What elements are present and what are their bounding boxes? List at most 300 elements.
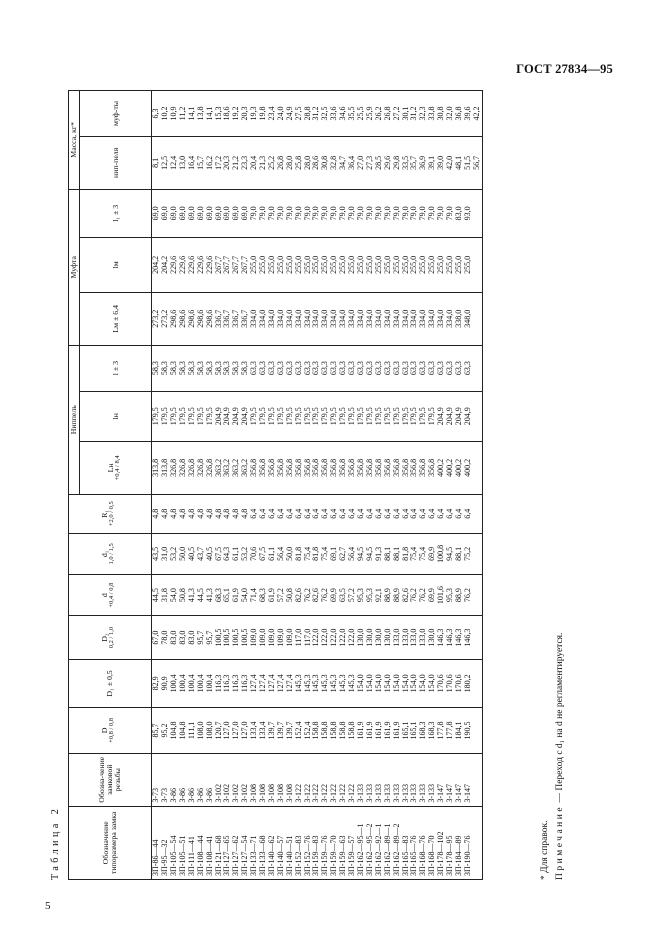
- table-cell: З-86: [188, 753, 197, 806]
- table-cell: 356,8: [419, 441, 428, 494]
- table-cell: 273,2: [161, 292, 170, 345]
- table-cell: 88,1: [393, 533, 402, 574]
- table-cell: 298,6: [188, 292, 197, 345]
- table-cell: 356,8: [410, 441, 419, 494]
- table-cell: 50,0: [286, 533, 295, 574]
- table-label: Таблица 2: [50, 805, 61, 880]
- table-cell: 334,0: [357, 292, 366, 345]
- table-cell: З-122: [348, 753, 357, 806]
- table-cell: 400,2: [455, 441, 464, 494]
- table-cell: 133,0: [419, 616, 428, 660]
- table-cell: 16,4: [188, 136, 197, 189]
- table-cell: 57,2: [277, 575, 286, 616]
- table-cell: 158,8: [339, 708, 348, 754]
- table-cell: 32,5: [321, 91, 330, 137]
- table-cell: 108,0: [206, 708, 215, 754]
- table-cell: 255,0: [428, 237, 437, 292]
- table-cell: 51,5: [464, 136, 473, 189]
- table-cell: 39,6: [464, 91, 473, 137]
- table-cell: 50,0: [179, 533, 188, 574]
- table-cell: [473, 441, 482, 494]
- table-cell: 79,0: [295, 189, 304, 237]
- table-cell: 179,5: [197, 391, 206, 441]
- table-cell: 133,0: [393, 616, 402, 660]
- table-cell: 127,0: [232, 708, 241, 754]
- table-cell: 363,2: [241, 441, 250, 494]
- table-cell: 363,2: [215, 441, 224, 494]
- table-cell: 27,2: [393, 91, 402, 137]
- table-cell: 70,6: [250, 533, 259, 574]
- table-cell: ЗП-162—89—2: [393, 806, 402, 879]
- table-cell: 179,5: [410, 391, 419, 441]
- table-cell: ЗП-178—95: [446, 806, 455, 879]
- table-cell: 348,0: [464, 292, 473, 345]
- table-cell: 13,0: [179, 136, 188, 189]
- table-cell: 29,6: [384, 136, 393, 189]
- table-cell: 61,9: [268, 575, 277, 616]
- table-cell: 179,5: [393, 391, 402, 441]
- table-cell: ЗП-159—83: [312, 806, 321, 879]
- table-cell: 67,0: [152, 616, 161, 660]
- table-cell: 6,4: [446, 494, 455, 533]
- col-header-thread: Обозна-чение замковой резьбы: [69, 753, 152, 806]
- table-cell: 79,0: [339, 189, 348, 237]
- table-cell: 267,7: [223, 237, 232, 292]
- table-cell: 69,0: [241, 189, 250, 237]
- table-cell: 28,0: [304, 136, 313, 189]
- table-cell: 88,9: [455, 575, 464, 616]
- table-cell: 94,5: [366, 533, 375, 574]
- table-cell: 79,0: [375, 189, 384, 237]
- table-cell: 4,8: [161, 494, 170, 533]
- table-cell: 26,8: [277, 136, 286, 189]
- table-cell: 4,8: [170, 494, 179, 533]
- table-cell: 26,8: [384, 91, 393, 137]
- table-cell: 334,0: [277, 292, 286, 345]
- page-number: 5: [45, 900, 51, 912]
- table-cell: 158,8: [348, 708, 357, 754]
- table-cell: 255,0: [455, 237, 464, 292]
- table-cell: 145,3: [348, 659, 357, 707]
- table-cell: 179,5: [375, 391, 384, 441]
- table-cell: 63,3: [312, 345, 321, 391]
- table-cell: 83,0: [170, 616, 179, 660]
- table-cell: 145,3: [304, 659, 313, 707]
- table-cell: 79,0: [330, 189, 339, 237]
- table-cell: 179,5: [402, 391, 411, 441]
- table-cell: 36,8: [455, 91, 464, 137]
- table-cell: 63,3: [250, 345, 259, 391]
- table-cell: 255,0: [410, 237, 419, 292]
- table-cell: 79,0: [268, 189, 277, 237]
- table-cell: 179,5: [286, 391, 295, 441]
- table-cell: 122,0: [312, 616, 321, 660]
- table-cell: 4,8: [188, 494, 197, 533]
- table-cell: 6,3: [152, 91, 161, 137]
- col-header-d1: d₁ $^{1,0 / 1,5}$: [69, 533, 152, 574]
- table-cell: 255,0: [330, 237, 339, 292]
- col-header-D: D $^{+0,8 / 0,8}$: [69, 708, 152, 754]
- table-cell: 75,2: [464, 533, 473, 574]
- document-header: ГОСТ 27834—95: [516, 62, 613, 76]
- table-cell: 255,0: [446, 237, 455, 292]
- table-cell: 6,4: [357, 494, 366, 533]
- table-cell: 158,8: [321, 708, 330, 754]
- table-cell: ЗП-162—95—1: [357, 806, 366, 879]
- table-cell: 179,5: [330, 391, 339, 441]
- table-cell: 95,3: [366, 575, 375, 616]
- table-cell: 69,0: [197, 189, 206, 237]
- table-cell: 100,5: [232, 616, 241, 660]
- table-cell: З-102: [232, 753, 241, 806]
- table-cell: 6,4: [277, 494, 286, 533]
- table-cell: 79,0: [402, 189, 411, 237]
- table-cell: 69,0: [161, 189, 170, 237]
- table-cell: З-133: [410, 753, 419, 806]
- table-cell: 168,3: [419, 708, 428, 754]
- table-cell: 33,8: [428, 91, 437, 137]
- table-cell: 326,8: [188, 441, 197, 494]
- table-cell: З-122: [295, 753, 304, 806]
- table-cell: 27,3: [366, 136, 375, 189]
- group-header-coupling: Муфта: [69, 189, 80, 345]
- table-cell: 117,0: [295, 616, 304, 660]
- table-cell: З-108: [268, 753, 277, 806]
- table-cell: 267,7: [232, 237, 241, 292]
- table-cell: 356,8: [366, 441, 375, 494]
- table-cell: 6,4: [410, 494, 419, 533]
- table-cell: 6,4: [393, 494, 402, 533]
- table-cell: 83,0: [188, 616, 197, 660]
- table-cell: 204,2: [152, 237, 161, 292]
- table-cell: 334,0: [366, 292, 375, 345]
- table-cell: [473, 391, 482, 441]
- table-cell: 139,7: [277, 708, 286, 754]
- table-cell: 204,9: [446, 391, 455, 441]
- table-cell: 152,4: [295, 708, 304, 754]
- table-cell: 30,8: [437, 91, 446, 137]
- table-cell: 179,5: [304, 391, 313, 441]
- table-cell: [473, 806, 482, 879]
- table-cell: ЗП-159—76: [321, 806, 330, 879]
- table-cell: 94,5: [357, 533, 366, 574]
- table-cell: З-122: [312, 753, 321, 806]
- table-cell: 35,5: [348, 91, 357, 137]
- table-cell: З-86: [206, 753, 215, 806]
- table-cell: 63,3: [402, 345, 411, 391]
- table-cell: 255,0: [464, 237, 473, 292]
- table-cell: ЗП-105—54: [170, 806, 179, 879]
- table-cell: 179,5: [188, 391, 197, 441]
- table-cell: 48,1: [455, 136, 464, 189]
- table-cell: 14,1: [206, 91, 215, 137]
- table-cell: 204,9: [223, 391, 232, 441]
- table-cell: 255,0: [304, 237, 313, 292]
- table-cell: 58,3: [206, 345, 215, 391]
- table-cell: 204,9: [241, 391, 250, 441]
- table-cell: 28,8: [304, 91, 313, 137]
- table-cell: 6,4: [402, 494, 411, 533]
- table-cell: 25,9: [366, 91, 375, 137]
- remark-label: Примечание: [555, 804, 565, 880]
- table-cell: З-133: [402, 753, 411, 806]
- table-cell: 61,1: [268, 533, 277, 574]
- table-cell: 127,4: [259, 659, 268, 707]
- table-cell: З-102: [223, 753, 232, 806]
- table-cell: З-102: [241, 753, 250, 806]
- table-cell: ЗП-111—41: [188, 806, 197, 879]
- table-cell: 170,6: [446, 659, 455, 707]
- table-cell: 79,0: [312, 189, 321, 237]
- col-header-coupling-mass: муф-ты: [80, 91, 152, 137]
- table-cell: 58,3: [232, 345, 241, 391]
- table-cell: 23,4: [268, 91, 277, 137]
- table-cell: 63,3: [304, 345, 313, 391]
- table-cell: 63,3: [339, 345, 348, 391]
- table-cell: 190,5: [464, 708, 473, 754]
- table-cell: 356,8: [384, 441, 393, 494]
- table-cell: 64,3: [223, 533, 232, 574]
- table-cell: 334,0: [419, 292, 428, 345]
- table-cell: 255,0: [268, 237, 277, 292]
- table-cell: 71,4: [250, 575, 259, 616]
- table-cell: ЗП-121—68: [215, 806, 224, 879]
- table-cell: 255,0: [286, 237, 295, 292]
- table-cell: 6,4: [321, 494, 330, 533]
- table-cell: 69,9: [428, 533, 437, 574]
- table-cell: ЗП-140—51: [286, 806, 295, 879]
- table-cell: 79,0: [366, 189, 375, 237]
- table-cell: ЗП-133—68: [259, 806, 268, 879]
- table-cell: 33,5: [402, 136, 411, 189]
- table-cell: 6,4: [437, 494, 446, 533]
- table-cell: 334,0: [384, 292, 393, 345]
- table-cell: 356,8: [304, 441, 313, 494]
- table-cell: 43,7: [197, 533, 206, 574]
- table-cell: 326,8: [206, 441, 215, 494]
- table-cell: 100,5: [215, 616, 224, 660]
- table-cell: 179,5: [179, 391, 188, 441]
- table-cell: 177,8: [437, 708, 446, 754]
- table-cell: 111,1: [188, 708, 197, 754]
- table-cell: 122,0: [330, 616, 339, 660]
- table-cell: 4,8: [215, 494, 224, 533]
- table-cell: 117,0: [304, 616, 313, 660]
- table-cell: 273,2: [152, 292, 161, 345]
- table-cell: 168,3: [428, 708, 437, 754]
- table-cell: 6,4: [259, 494, 268, 533]
- table-cell: 127,0: [241, 708, 250, 754]
- table-cell: 58,3: [179, 345, 188, 391]
- table-cell: 63,3: [419, 345, 428, 391]
- table-cell: 69,0: [152, 189, 161, 237]
- table-cell: 313,8: [161, 441, 170, 494]
- table-cell: 130,0: [357, 616, 366, 660]
- table-cell: 31,2: [312, 91, 321, 137]
- table-cell: 184,1: [455, 708, 464, 754]
- table-cell: 6,4: [304, 494, 313, 533]
- table-cell: 298,6: [197, 292, 206, 345]
- table-cell: 154,0: [366, 659, 375, 707]
- table-cell: 28,5: [375, 136, 384, 189]
- table-cell: 78,0: [161, 616, 170, 660]
- table-cell: 334,0: [330, 292, 339, 345]
- table-cell: 326,8: [197, 441, 206, 494]
- table-cell: 204,9: [215, 391, 224, 441]
- notes: [538, 633, 568, 880]
- table-cell: 95,2: [161, 708, 170, 754]
- table-cell: ЗП-184—89: [455, 806, 464, 879]
- table-cell: 336,7: [223, 292, 232, 345]
- table-cell: 63,3: [384, 345, 393, 391]
- table-cell: 75,4: [410, 533, 419, 574]
- table-cell: З-147: [446, 753, 455, 806]
- table-cell: 255,0: [312, 237, 321, 292]
- table-cell: 313,8: [152, 441, 161, 494]
- table-cell: 122,0: [348, 616, 357, 660]
- table-cell: 146,3: [464, 616, 473, 660]
- table-cell: 69,0: [179, 189, 188, 237]
- table-cell: ЗП-152—83: [295, 806, 304, 879]
- table-cell: 58,3: [215, 345, 224, 391]
- footnote: * Для справок.: [540, 820, 550, 880]
- table-body: [152, 91, 483, 880]
- col-header-ln: lн: [80, 391, 152, 441]
- table-cell: 334,0: [393, 292, 402, 345]
- table-cell: З-147: [455, 753, 464, 806]
- table-cell: 356,8: [357, 441, 366, 494]
- table-cell: 58,3: [197, 345, 206, 391]
- table-cell: 356,8: [348, 441, 357, 494]
- table-cell: 20,4: [250, 136, 259, 189]
- table-cell: 336,7: [241, 292, 250, 345]
- table-cell: 20,3: [223, 136, 232, 189]
- table-cell: 95,3: [357, 575, 366, 616]
- table-cell: 179,5: [339, 391, 348, 441]
- table-cell: 179,5: [366, 391, 375, 441]
- table-cell: 58,3: [152, 345, 161, 391]
- table-cell: 12,5: [161, 136, 170, 189]
- table-cell: 35,7: [410, 136, 419, 189]
- table-cell: 76,2: [410, 575, 419, 616]
- table-cell: 79,0: [286, 189, 295, 237]
- table-cell: [473, 189, 482, 237]
- table-cell: 334,0: [446, 292, 455, 345]
- table-cell: 109,0: [277, 616, 286, 660]
- table-cell: 69,0: [223, 189, 232, 237]
- table-cell: 93,0: [464, 189, 473, 237]
- table-cell: 65,1: [223, 575, 232, 616]
- table-cell: 63,3: [437, 345, 446, 391]
- table-cell: [473, 659, 482, 707]
- table-cell: 255,0: [259, 237, 268, 292]
- table-cell: 130,0: [375, 616, 384, 660]
- table-cell: 4,8: [232, 494, 241, 533]
- table-cell: 145,3: [339, 659, 348, 707]
- table-cell: 356,8: [393, 441, 402, 494]
- table-cell: [473, 575, 482, 616]
- table-cell: 179,5: [419, 391, 428, 441]
- table-cell: 20,3: [241, 91, 250, 137]
- table-cell: 298,6: [170, 292, 179, 345]
- table-cell: 11,2: [179, 91, 188, 137]
- table-cell: ЗП-162—95—2: [366, 806, 375, 879]
- table-cell: 58,3: [223, 345, 232, 391]
- table-cell: 63,3: [321, 345, 330, 391]
- table-cell: 356,8: [268, 441, 277, 494]
- table-cell: 30,8: [321, 136, 330, 189]
- table-cell: 63,3: [286, 345, 295, 391]
- table-cell: 19,8: [259, 91, 268, 137]
- table-cell: 334,0: [375, 292, 384, 345]
- table-cell: 255,0: [357, 237, 366, 292]
- table-cell: 179,5: [152, 391, 161, 441]
- table-cell: 334,0: [410, 292, 419, 345]
- table-cell: 63,3: [357, 345, 366, 391]
- table-cell: 356,8: [250, 441, 259, 494]
- table-cell: 81,8: [312, 533, 321, 574]
- table-cell: 161,9: [357, 708, 366, 754]
- table-cell: ЗП-159—57: [348, 806, 357, 879]
- table-cell: 161,9: [375, 708, 384, 754]
- table-cell: 31,0: [161, 533, 170, 574]
- table-cell: 336,7: [215, 292, 224, 345]
- table-cell: 255,0: [366, 237, 375, 292]
- table-cell: 63,3: [428, 345, 437, 391]
- table-cell: 12,4: [170, 136, 179, 189]
- table-cell: 6,4: [339, 494, 348, 533]
- table-cell: 32,8: [330, 136, 339, 189]
- group-header-nipple: Ниппель: [69, 345, 80, 494]
- table-cell: 133,0: [410, 616, 419, 660]
- table-cell: 100,4: [206, 659, 215, 707]
- col-header-D1: D₁ ± 0,5: [69, 659, 152, 707]
- table-cell: 179,5: [428, 391, 437, 441]
- table-cell: З-86: [197, 753, 206, 806]
- table-cell: 8,1: [152, 136, 161, 189]
- table-cell: 28,0: [286, 136, 295, 189]
- table-cell: 255,0: [277, 237, 286, 292]
- table-cell: 356,8: [277, 441, 286, 494]
- table-cell: 42,0: [446, 136, 455, 189]
- table-cell: 90,9: [161, 659, 170, 707]
- table-cell: 88,9: [384, 575, 393, 616]
- table-cell: ЗП-165—83: [402, 806, 411, 879]
- rotated-table-block: [44, 90, 568, 880]
- table-cell: 127,4: [268, 659, 277, 707]
- table-cell: 101,6: [437, 575, 446, 616]
- table-cell: 158,8: [330, 708, 339, 754]
- table-cell: 356,8: [312, 441, 321, 494]
- table-cell: 6,4: [428, 494, 437, 533]
- table-cell: [473, 237, 482, 292]
- table-cell: 33,6: [330, 91, 339, 137]
- table-cell: 204,9: [437, 391, 446, 441]
- table-cell: 356,8: [321, 441, 330, 494]
- table-cell: ЗП-159—70: [330, 806, 339, 879]
- table-cell: 127,4: [286, 659, 295, 707]
- table-cell: 81,8: [402, 533, 411, 574]
- table-cell: 69,9: [428, 575, 437, 616]
- table-cell: 58,3: [161, 345, 170, 391]
- col-header-Ln: Lн $^{+0,4 / 8,4}$: [80, 441, 152, 494]
- table-cell: 27,5: [295, 91, 304, 137]
- table-cell: 57,2: [348, 575, 357, 616]
- table-cell: 34,6: [339, 91, 348, 137]
- table-cell: 145,3: [330, 659, 339, 707]
- table-cell: 116,3: [223, 659, 232, 707]
- table-cell: 21,3: [259, 136, 268, 189]
